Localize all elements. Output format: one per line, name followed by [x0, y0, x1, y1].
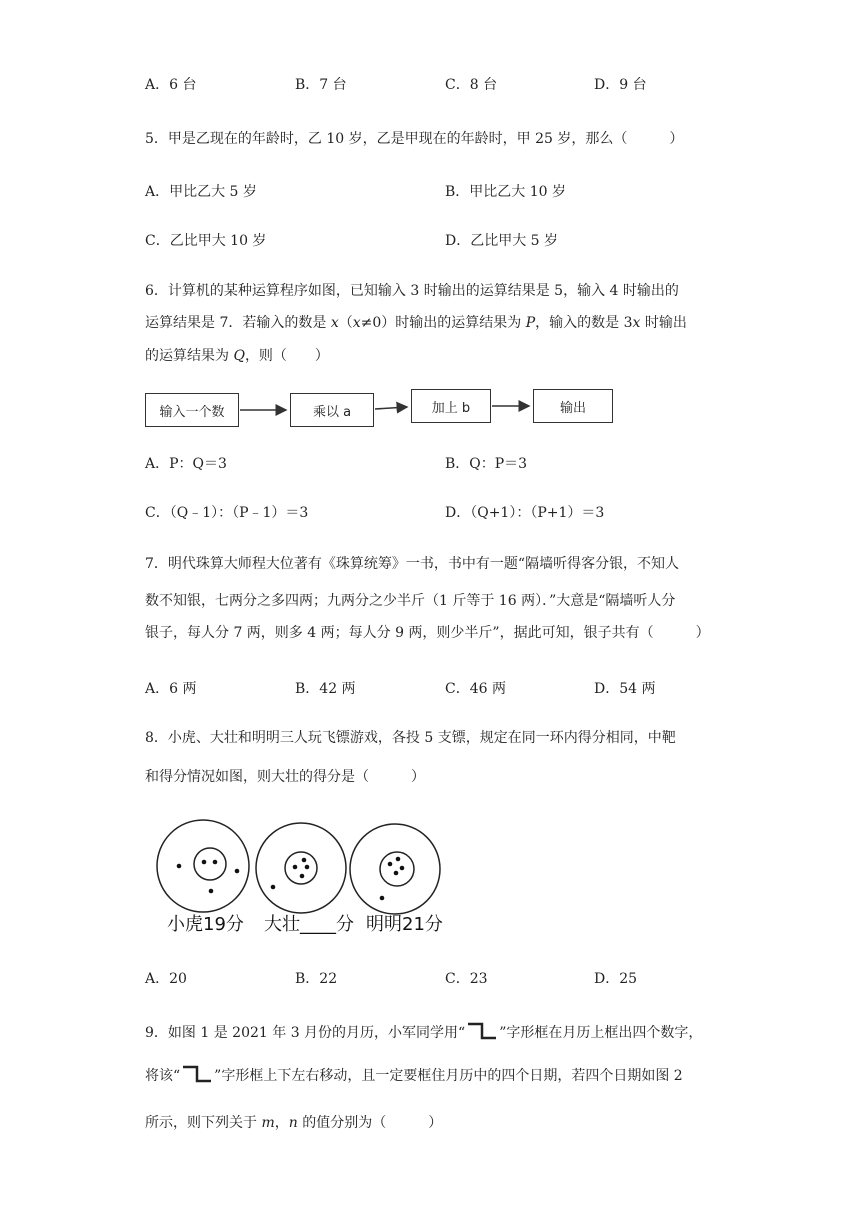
q6-text: 时输出 [640, 315, 687, 331]
q9-question-line1 [145, 1020, 702, 1042]
dartboards [155, 818, 445, 918]
q9-text: ， [274, 1115, 289, 1131]
q6-text: 运算结果是 7．若输入的数是 [145, 315, 331, 331]
q6-question-line1: 6．计算机的某种运算程序如图，已知输入 3 时输出的运算结果是 5，输入 4 时输出的 [145, 283, 679, 299]
q9-var: n [288, 1115, 298, 1131]
q5-option-b: B．甲比乙大 10 岁 [445, 184, 567, 200]
q4-option-d: D．9 台 [594, 77, 647, 93]
flow-arrow-2 [375, 407, 407, 409]
z-shape-frame-icon [465, 1020, 499, 1042]
q8-option-a: A．20 [145, 971, 187, 987]
flow-label: 乘以 a [312, 404, 352, 420]
q4-option-b: B．7 台 [295, 77, 347, 93]
q9-var: m [261, 1115, 275, 1131]
q6-var: P [525, 315, 536, 331]
q6-text: 的运算结果为 [145, 348, 234, 364]
q7-option-a: A．6 两 [145, 681, 197, 697]
q6-option-c: C．（Q﹣1）：（P﹣1）＝3 [145, 505, 309, 521]
q4-option-c: C．8 台 [445, 77, 498, 93]
q5-question: 5．甲是乙现在的年龄时，乙 10 岁，乙是甲现在的年龄时，甲 25 岁，那么（ ） [145, 131, 684, 147]
q9-text: 9．如图 1 是 2021 年 3 月份的月历，小军同学用“ [145, 1025, 466, 1041]
q7-question-line3: 银子，每人分 7 两，则多 4 两；每人分 9 两，则少半斤”，据此可知，银子共有（ ） [145, 625, 710, 641]
q6-option-d: D．（Q+1）：（P+1）＝3 [445, 505, 605, 521]
dartboard-label-xiaohu: 小虎19分 [167, 914, 244, 935]
q6-text: ，输入的数是 3 [535, 315, 633, 331]
q6-option-b: B．Q：P＝3 [445, 456, 528, 472]
q8-option-d: D．25 [594, 971, 638, 987]
q6-text: ，则（ ） [244, 348, 329, 364]
q7-option-d: D．54 两 [594, 681, 656, 697]
flow-label: 输入一个数 [159, 404, 225, 420]
q8-option-c: C．23 [445, 971, 488, 987]
flow-arrows [0, 0, 860, 440]
q9-question-line2 [145, 1063, 683, 1085]
q8-question-line2: 和得分情况如图，则大壮的得分是（ ） [145, 769, 425, 785]
q6-text: （ [338, 315, 353, 331]
dartboard-label-mingming: 明明21分 [366, 914, 443, 935]
flow-label: 输出 [559, 400, 586, 416]
q9-text: ”字形框在月历上框出四个数字， [499, 1025, 703, 1041]
q4-option-a: A．6 台 [145, 77, 197, 93]
dartboard-dazhuang [256, 823, 346, 913]
q9-text: 将该“ [145, 1068, 181, 1084]
q7-question-line1: 7．明代珠算大师程大位著有《珠算统筹》一书，书中有一题“隔墙听得客分银，不知人 [145, 556, 680, 572]
dartboard-label-dazhuang: 大壮____分 [264, 914, 354, 935]
z-shape-frame-icon [180, 1063, 214, 1085]
q5-option-c: C．乙比甲大 10 岁 [145, 233, 267, 249]
q6-var: Q [233, 348, 245, 364]
q7-option-c: C．46 两 [445, 681, 506, 697]
q5-option-a: A．甲比乙大 5 岁 [145, 184, 257, 200]
dartboard-mingming [350, 824, 440, 914]
q5-option-d: D．乙比甲大 5 岁 [445, 233, 559, 249]
q6-text: ≠0）时输出的运算结果为 [360, 315, 526, 331]
dartboard-xiaohu [157, 820, 249, 912]
flow-label: 加上 b [431, 400, 471, 416]
q9-text: 所示，则下列关于 [145, 1115, 262, 1131]
q6-var: x [352, 315, 361, 331]
q6-option-a: A．P：Q＝3 [145, 456, 227, 472]
q7-question-line2: 数不知银，七两分之多四两；九两分之少半斤（1 斤等于 16 两）．”大意是“隔墙听人分 [145, 593, 676, 609]
q6-var: x [330, 315, 339, 331]
q6-var: x [632, 315, 641, 331]
q8-option-b: B．22 [295, 971, 338, 987]
q7-option-b: B．42 两 [295, 681, 356, 697]
q9-text: ”字形框上下左右移动，且一定要框住月历中的四个日期，若四个日期如图 2 [214, 1068, 683, 1084]
q9-text: 的值分别为（ ） [297, 1115, 443, 1131]
q8-question-line1: 8．小虎、大壮和明明三人玩飞镖游戏，各投 5 支镖，规定在同一环内得分相同，中靶 [145, 730, 676, 746]
q9-question-line3 [145, 1112, 442, 1132]
